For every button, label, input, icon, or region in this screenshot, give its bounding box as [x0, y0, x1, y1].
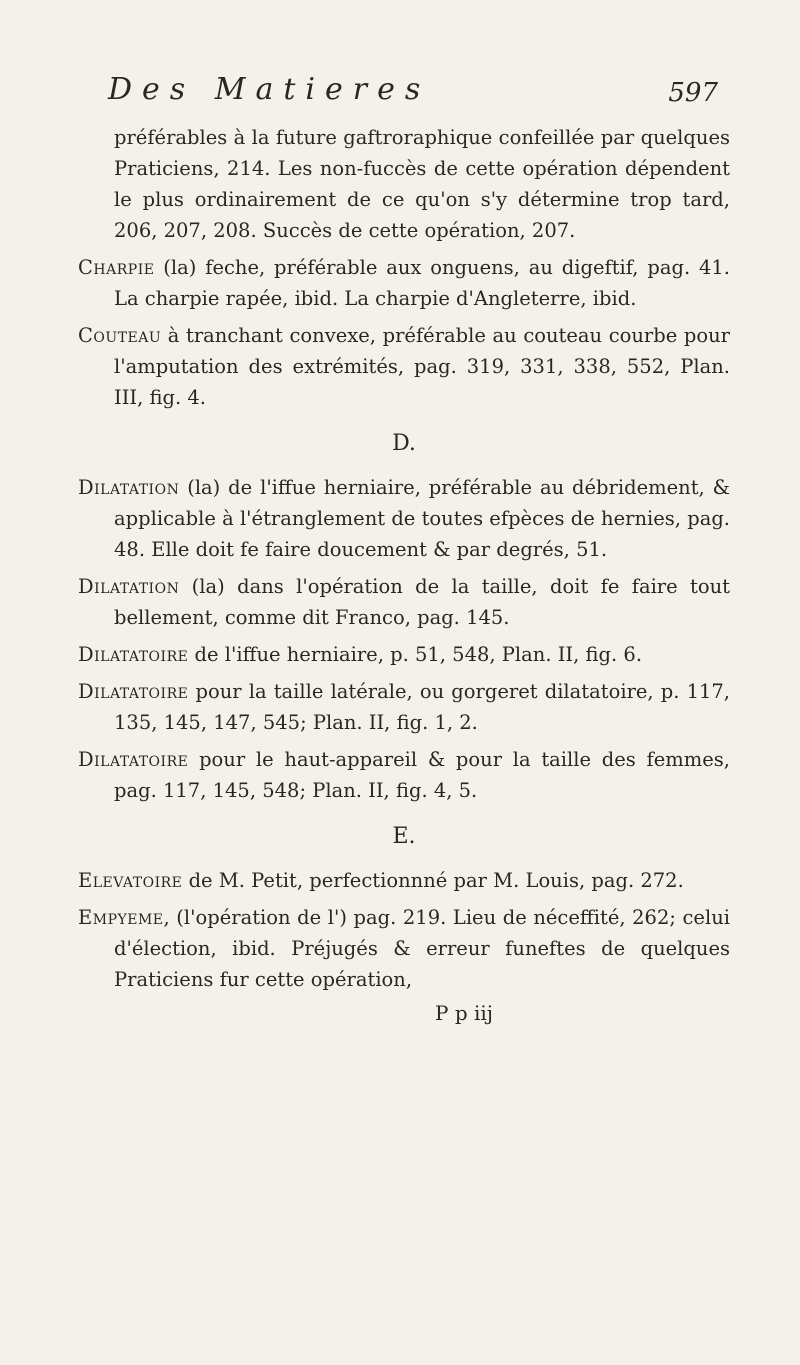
entry-keyword: Dilatation: [78, 476, 180, 499]
entry-text: préférables à la future gaftroraphique confeillée par quelques Praticiens, 214. Les non-fuccès de cette opération dépendent le plus ordinairement de ce qu'on s'y détermine trop tard, 206, 207, 208. Succès de cette opération, 207.: [114, 126, 730, 242]
index-entry-empyeme: [78, 902, 730, 995]
section-letter-d: D.: [392, 431, 416, 456]
entry-keyword: Empyeme: [78, 906, 164, 929]
entry-keyword: Dilatatoire: [78, 643, 189, 666]
index-entry-charpie: [78, 252, 730, 314]
index-entry-dilatation-2: [78, 571, 730, 633]
entry-text: de M. Petit, perfectionnné par M. Louis, pag. 272.: [182, 869, 684, 892]
entry-keyword: Dilatatoire: [78, 748, 189, 771]
section-letter-e: E.: [392, 824, 416, 849]
entry-text: pour la taille latérale, ou gorgeret dilatatoire, p. 117, 135, 145, 147, 545; Plan. II, fig. 1, 2.: [114, 680, 730, 734]
entry-keyword: Dilatatoire: [78, 680, 189, 703]
index-entry-couteau: [78, 320, 730, 413]
running-head-title: Des Matieres: [108, 72, 431, 107]
entry-text: , (l'opération de l') pag. 219. Lieu de néceffité, 262; celui d'élection, ibid. Préjugés & erreur funeftes de quelques Praticiens fur cette opération,: [114, 906, 730, 991]
entry-keyword: Charpie: [78, 256, 155, 279]
index-entry-dilatatoire-1: [78, 639, 730, 670]
index-entry-dilatatoire-3: [78, 744, 730, 806]
entry-text: à tranchant convexe, préférable au couteau courbe pour l'amputation des extrémités, pag. 319, 331, 338, 552, Plan. III, fig. 4.: [114, 324, 730, 409]
entry-text: (la) de l'iffue herniaire, préférable au débridement, & applicable à l'étranglement de toutes efpèces de hernies, pag. 48. Elle doit fe faire doucement & par degrés, 51.: [114, 476, 730, 561]
entry-text: de l'iffue herniaire, p. 51, 548, Plan. II, fig. 6.: [188, 643, 643, 666]
index-entry-elevatoire: [78, 865, 730, 896]
index-entry-dilatatoire-2: [78, 676, 730, 738]
entry-keyword: Dilatation: [78, 575, 180, 598]
index-entry-dilatation-1: [78, 472, 730, 565]
entry-keyword: Elevatoire: [78, 869, 183, 892]
index-entry-continued: [78, 122, 730, 246]
entry-text: pour le haut-appareil & pour la taille des femmes, pag. 117, 145, 548; Plan. II, fig. 4, 5.: [114, 748, 730, 802]
entry-keyword: Couteau: [78, 324, 162, 347]
page-number: 597: [668, 78, 718, 108]
running-head: [78, 72, 730, 118]
entry-text: (la) feche, préférable aux onguens, au digeftif, pag. 41. La charpie rapée, ibid. La charpie d'Angleterre, ibid.: [114, 256, 730, 310]
entry-text: (la) dans l'opération de la taille, doit fe faire tout bellement, comme dit Franco, pag. 145.: [114, 575, 730, 629]
signature-mark: P p iij: [435, 1001, 493, 1025]
